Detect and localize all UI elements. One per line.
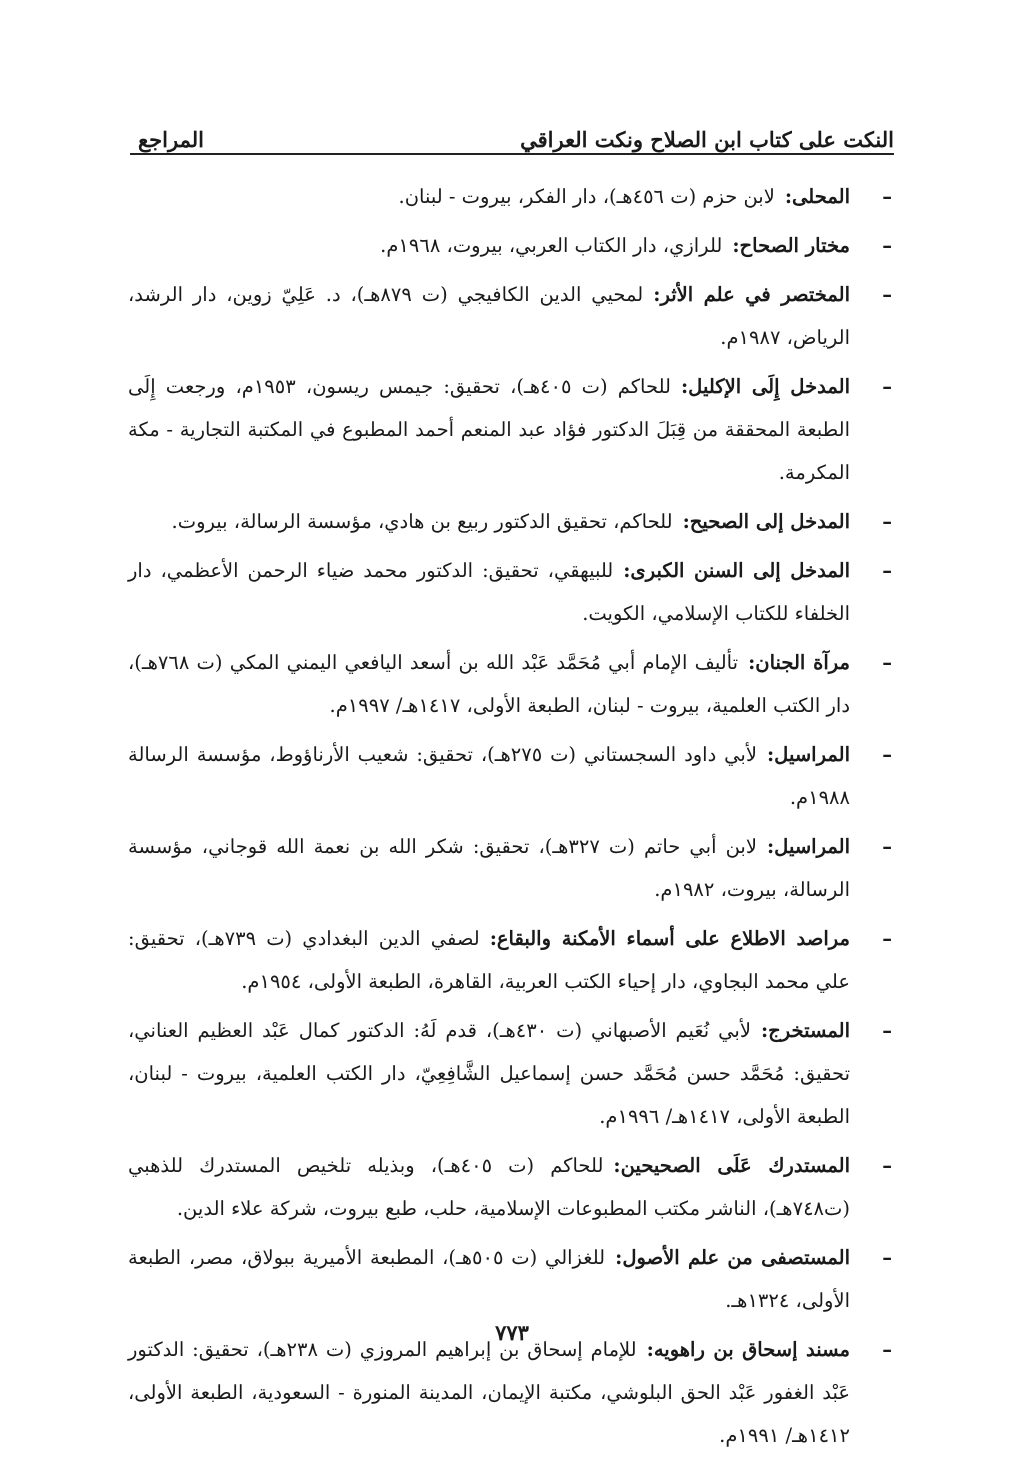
reference-title: المختصر في علم الأثر:: [653, 283, 850, 306]
reference-entry: [128, 549, 892, 635]
reference-title: المدخل إِلَى الإكليل:: [680, 375, 850, 398]
bullet-dash: –: [882, 835, 892, 858]
reference-text: تأليف الإمام أبي مُحَمَّد عَبْد الله بن أسعد اليافعي اليمني المكي (ت ٧٦٨هـ)، دار الكتب العلمية، بيروت - لبنان، الطبعة الأولى، ١٤١٧هـ/ ١٩٩٧م.: [128, 651, 850, 717]
reference-body: [128, 1009, 850, 1138]
reference-entry: [128, 825, 892, 911]
bullet-dash: –: [882, 234, 892, 257]
page-number: ٧٧٣: [495, 1320, 529, 1345]
bullet-dash: –: [882, 283, 892, 306]
bullet-dash: –: [882, 185, 892, 208]
reference-entry: [128, 1144, 892, 1230]
reference-text: للغزالي (ت ٥٠٥هـ)، المطبعة الأميرية ببولاق، مصر، الطبعة الأولى، ١٣٢٤هـ.: [128, 1246, 850, 1312]
bullet-dash: –: [882, 651, 892, 674]
reference-entry: [128, 917, 892, 1003]
reference-text: لصفي الدين البغدادي (ت ٧٣٩هـ)، تحقيق: علي محمد البجاوي، دار إحياء الكتب العربية، القاهرة، الطبعة الأولى، ١٩٥٤م.: [128, 927, 850, 993]
reference-title: المستخرج:: [760, 1019, 850, 1042]
reference-entry: [128, 641, 892, 727]
book-title: النكت على كتاب ابن الصلاح ونكت العراقي: [520, 127, 894, 152]
reference-body: [128, 224, 850, 267]
reference-entry: [128, 1009, 892, 1138]
reference-body: [128, 825, 850, 911]
bullet-dash: –: [882, 510, 892, 533]
bullet-dash: –: [882, 1246, 892, 1269]
bullet-dash: –: [882, 743, 892, 766]
reference-entry: [128, 175, 892, 218]
reference-body: [128, 1236, 850, 1322]
reference-body: [128, 365, 850, 494]
reference-title: مختار الصحاح:: [732, 234, 850, 257]
reference-entry: [128, 733, 892, 819]
bullet-dash: –: [882, 559, 892, 582]
reference-text: للحاكم (ت ٤٠٥هـ)، تحقيق: جيمس ريسون، ١٩٥٣م، ورجعت إِلَى الطبعة المحققة من قِبَلَ الدكتور فؤاد عبد المنعم أحمد المطبوع في المكتبة التجارية - مكة المكرمة.: [128, 375, 850, 484]
reference-text: لابن أبي حاتم (ت ٣٢٧هـ)، تحقيق: شكر الله بن نعمة الله قوجاني، مؤسسة الرسالة، بيروت، ١٩٨٢م.: [128, 835, 850, 901]
bullet-dash: –: [882, 1154, 892, 1177]
reference-body: [128, 641, 850, 727]
bullet-dash: –: [882, 1019, 892, 1042]
reference-body: [128, 917, 850, 1003]
reference-entry: [128, 500, 892, 543]
reference-title: المراسيل:: [766, 743, 850, 766]
reference-text: لابن حزم (ت ٤٥٦هـ)، دار الفكر، بيروت - لبنان.: [398, 185, 775, 208]
reference-text: لأبي داود السجستاني (ت ٢٧٥هـ)، تحقيق: شعيب الأرناؤوط، مؤسسة الرسالة ١٩٨٨م.: [128, 743, 850, 809]
reference-body: [128, 1328, 850, 1457]
reference-text: لمحيي الدين الكافيجي (ت ٨٧٩هـ)، د. عَلِيّ زوين، دار الرشد، الرياض، ١٩٨٧م.: [128, 283, 850, 349]
reference-body: [128, 500, 850, 543]
reference-text: للإمام إسحاق بن إبراهيم المروزي (ت ٢٣٨هـ)، تحقيق: الدكتور عَبْد الغفور عَبْد الحق البلوشي، مكتبة الإيمان، المدينة المنورة - السعودية، الطبعة الأولى، ١٤١٢هـ/ ١٩٩١م.: [128, 1338, 850, 1447]
reference-text: لأبي نُعَيم الأصبهاني (ت ٤٣٠هـ)، قدم لَهُ: الدكتور كمال عَبْد العظيم العناني، تحقيق: مُحَمَّد حسن مُحَمَّد حسن إسماعيل الشَّافِعِيّ، دار الكتب العلمية، بيروت - لبنان، الطبعة الأولى، ١٤١٧هـ/ ١٩٩٦م.: [128, 1019, 850, 1128]
reference-text: للرازي، دار الكتاب العربي، بيروت، ١٩٦٨م.: [380, 234, 723, 257]
bullet-dash: –: [882, 927, 892, 950]
reference-text: للبيهقي، تحقيق: الدكتور محمد ضياء الرحمن الأعظمي، دار الخلفاء للكتاب الإسلامي، الكويت.: [128, 559, 850, 625]
reference-body: [128, 273, 850, 359]
reference-title: المستدرك عَلَى الصحيحين:: [613, 1154, 850, 1177]
reference-title: مرآة الجنان:: [748, 651, 850, 674]
reference-text: للحاكم، تحقيق الدكتور ربيع بن هادي، مؤسسة الرسالة، بيروت.: [171, 510, 673, 533]
reference-body: [128, 549, 850, 635]
reference-title: المراسيل:: [766, 835, 850, 858]
reference-entry: [128, 365, 892, 494]
reference-entry: [128, 224, 892, 267]
reference-title: المدخل إلى السنن الكبرى:: [623, 559, 850, 582]
reference-entry: [128, 1328, 892, 1457]
reference-entry: [128, 1236, 892, 1322]
section-title: المراجع: [138, 127, 204, 152]
reference-title: المحلى:: [784, 185, 850, 208]
running-header: [138, 112, 894, 152]
reference-text: للحاكم (ت ٤٠٥هـ)، وبذيله تلخيص المستدرك للذهبي (ت٧٤٨هـ)، الناشر مكتب المطبوعات الإسلامية، حلب، طبع بيروت، شركة علاء الدين.: [128, 1154, 850, 1220]
reference-title: المدخل إلى الصحيح:: [682, 510, 850, 533]
bullet-dash: –: [882, 1338, 892, 1361]
bullet-dash: –: [882, 375, 892, 398]
reference-title: مسند إسحاق بن راهويه:: [646, 1338, 850, 1361]
reference-body: [128, 175, 850, 218]
reference-entry: [128, 273, 892, 359]
reference-body: [128, 1144, 850, 1230]
reference-title: مراصد الاطلاع على أسماء الأمكنة والبقاع:: [489, 927, 850, 950]
reference-body: [128, 733, 850, 819]
references-list: [128, 175, 892, 1463]
header-divider: [130, 153, 894, 155]
reference-title: المستصفى من علم الأصول:: [615, 1246, 851, 1269]
